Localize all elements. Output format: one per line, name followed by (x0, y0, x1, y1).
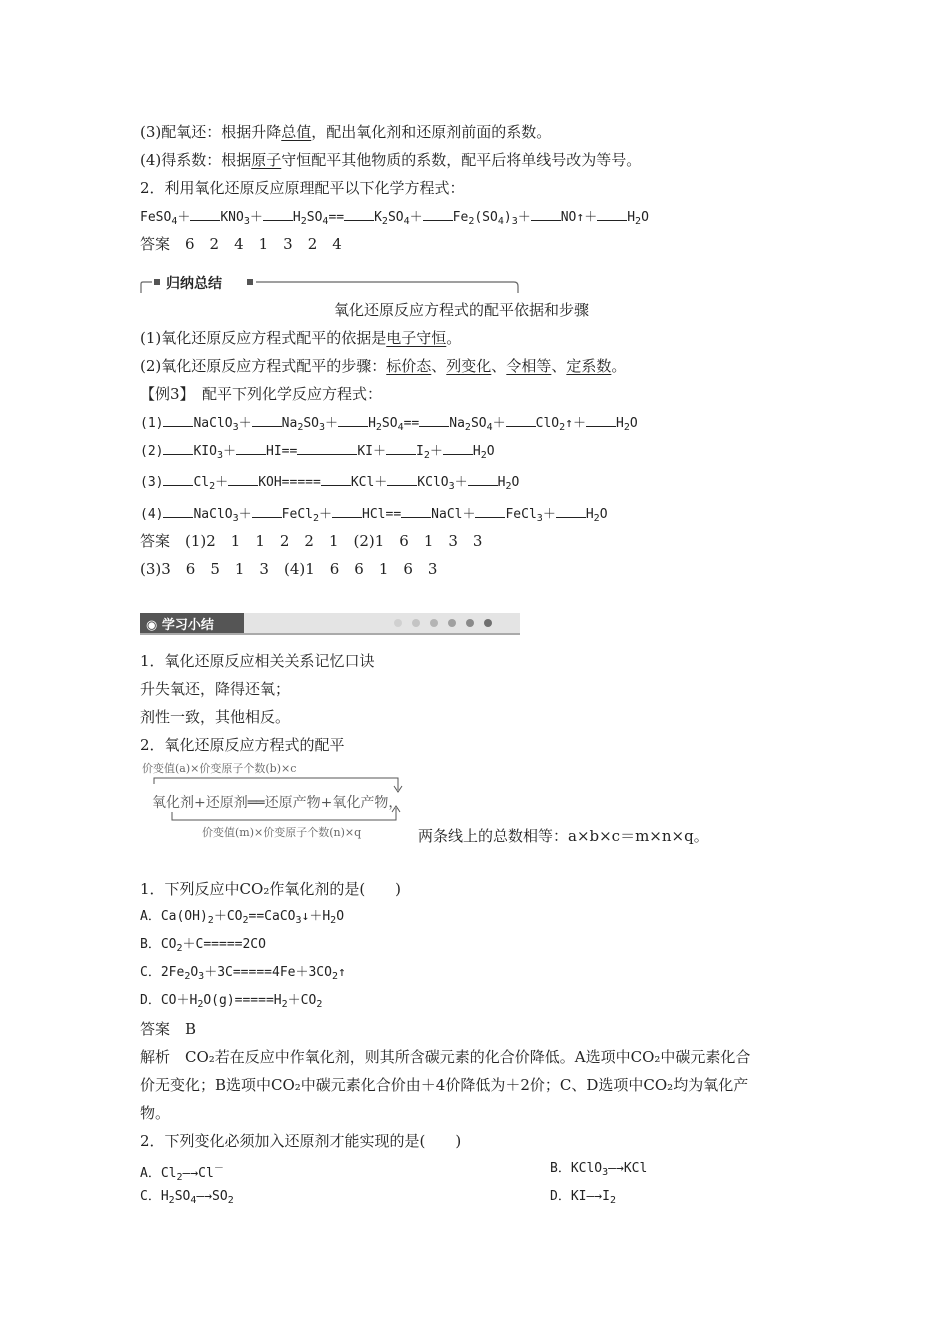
exercise-1-option-d: D．$CO+H_2O(g)=====H_2+CO_2$ (140, 993, 323, 1010)
exercise-2-option-b: B．KClO$_3$―→KCl (550, 1161, 648, 1178)
equation-e3-1: (1) NaClO$_3$＋ $Na_2SO_3+ H_2SO_4== Na_2SO_4+$ ClO$_2$↑＋ $H_2O$ (140, 412, 638, 438)
equation-e3-2: (2) $KIO_3+ HI== KI+ I_2+ H_2O$ (140, 440, 495, 466)
step-3-text: (3)配氧还：根据升降 (140, 123, 282, 141)
study-summary-underline (140, 633, 520, 635)
exercise-1-analysis-2: 价无变化；B选项中CO₂中碳元素化合价由＋4价降低为＋2价；C、D选项中CO₂均为氧化产 (140, 1076, 749, 1094)
exercise-1-option-a: A．$Ca(OH)_2+CO_2==CaCO_3↓+H_2O$ (140, 909, 345, 926)
step-label-a: 标价态 (386, 357, 432, 375)
step-4-text-end: 守恒配平其他物质的系数，配平后将单线号改为等号。 (281, 151, 642, 169)
step-label-c: 令相等 (506, 357, 552, 375)
balancing-diagram (140, 760, 440, 844)
step-3-text-end: ，配出氧化剂和还原剂前面的系数。 (311, 123, 552, 141)
study-summary-label: ◉ 学习小结 (146, 618, 214, 633)
diagram-top-label: 价变值(a)×价变原子个数(b)×c (142, 762, 297, 775)
summary-header (140, 272, 520, 294)
exercise-1-answer: 答案 B (140, 1020, 197, 1038)
step-3-underline: 总值 (281, 123, 312, 141)
step-4 (140, 150, 641, 170)
exercise-1-analysis-3: 物。 (140, 1104, 171, 1122)
example-3-answer-1: 答案 (1)2 1 1 2 2 1 (2)1 6 1 3 3 (140, 532, 483, 550)
summary-point-2-end: 。 (611, 357, 627, 375)
separator: 、 (551, 357, 567, 375)
step-4-text: (4)得系数：根据 (140, 151, 252, 169)
exercise-1-analysis-1: 解析 CO₂若在反应中作氧化剂，则其所含碳元素的化合价降低。A选项中CO₂中碳元素化合 (140, 1048, 751, 1066)
rhyme-line-1: 升失氧还，降得还氧； (140, 680, 291, 698)
step-4-underline: 原子 (251, 151, 282, 169)
exercise-2-option-a: A．$Cl_2―\to Cl^-$ (140, 1163, 224, 1183)
separator: 、 (431, 357, 447, 375)
equation-e3-3: (3) $Cl_2+ KOH===== KCl+$ KClO$_3$＋ $H_2O$ (140, 471, 519, 497)
exercise-1-option-b: B．$CO_2+C=====2CO$ (140, 937, 266, 954)
example-3-answer-2: (3)3 6 5 1 3 (4)1 6 6 1 6 3 (140, 560, 438, 578)
step-3 (140, 122, 551, 142)
rhyme-line-2: 剂性一致，其他相反。 (140, 708, 291, 726)
equation-e3-4: (4) NaClO$_3$＋ FeCl$_2$＋ HCl== NaCl＋ FeCl$_3$＋ $H_2O$ (140, 503, 608, 529)
summary-point-1-end: 。 (446, 329, 462, 347)
exercise-2-option-d: D．$KI―\to I_2$ (550, 1189, 616, 1206)
exercise-2: 2．下列变化必须加入还原剂才能实现的是( ) (140, 1132, 462, 1150)
exercise-2-options-row-1 (140, 1159, 648, 1188)
diagram-bottom-label: 价变值(m)×价变原子个数(n)×q (202, 826, 362, 839)
exercise-2-option-c: C．$H_2SO_4―\to SO_2$ (140, 1189, 234, 1206)
example-3-title: 【例3】 配平下列化学反应方程式： (140, 385, 383, 403)
diagram-equation: 氧化剂+还原剂══还原产物+氧化产物， (152, 795, 403, 811)
step-label-b: 列变化 (446, 357, 492, 375)
decorative-dots-icon (390, 617, 510, 629)
summary-point-2-text: (2)氧化还原反应方程式配平的步骤： (140, 357, 387, 375)
diagram-note: 两条线上的总数相等：a×b×c＝m×n×q。 (418, 827, 709, 845)
question-2-title: 2．利用氧化还原反应原理配平以下化学方程式： (140, 179, 465, 197)
study-summary-bar (140, 613, 520, 633)
step-label-d: 定系数 (566, 357, 612, 375)
summary-point-1-underline: 电子守恒 (386, 329, 447, 347)
exercise-1-option-c: C．$2Fe_2O_3+3C=====4Fe+3CO_2↑$ (140, 965, 346, 982)
summary-point-2 (140, 356, 626, 376)
separator: 、 (491, 357, 507, 375)
summary-point-1 (140, 328, 461, 348)
summary-item-2: 2．氧化还原反应方程式的配平 (140, 736, 345, 754)
summary-point-1-text: (1)氧化还原反应方程式配平的依据是 (140, 329, 387, 347)
summary-label: 归纳总结 (166, 276, 222, 292)
question-2-answer: 答案 6 2 4 1 3 2 4 (140, 235, 342, 253)
exercise-2-options-row-2 (140, 1187, 616, 1211)
equation-q2: FeSO$_4$＋ $KNO_3+ H_2SO_4== K_2SO_4+ Fe_2(SO_4)_3+$ NO↑＋ $H_2O$ (140, 206, 649, 232)
exercise-1: 1．下列反应中CO₂作氧化剂的是( ) (140, 880, 402, 898)
summary-title: 氧化还原反应方程式的配平依据和步骤 (334, 301, 590, 319)
summary-item-1: 1．氧化还原反应相关关系记忆口诀 (140, 652, 375, 670)
